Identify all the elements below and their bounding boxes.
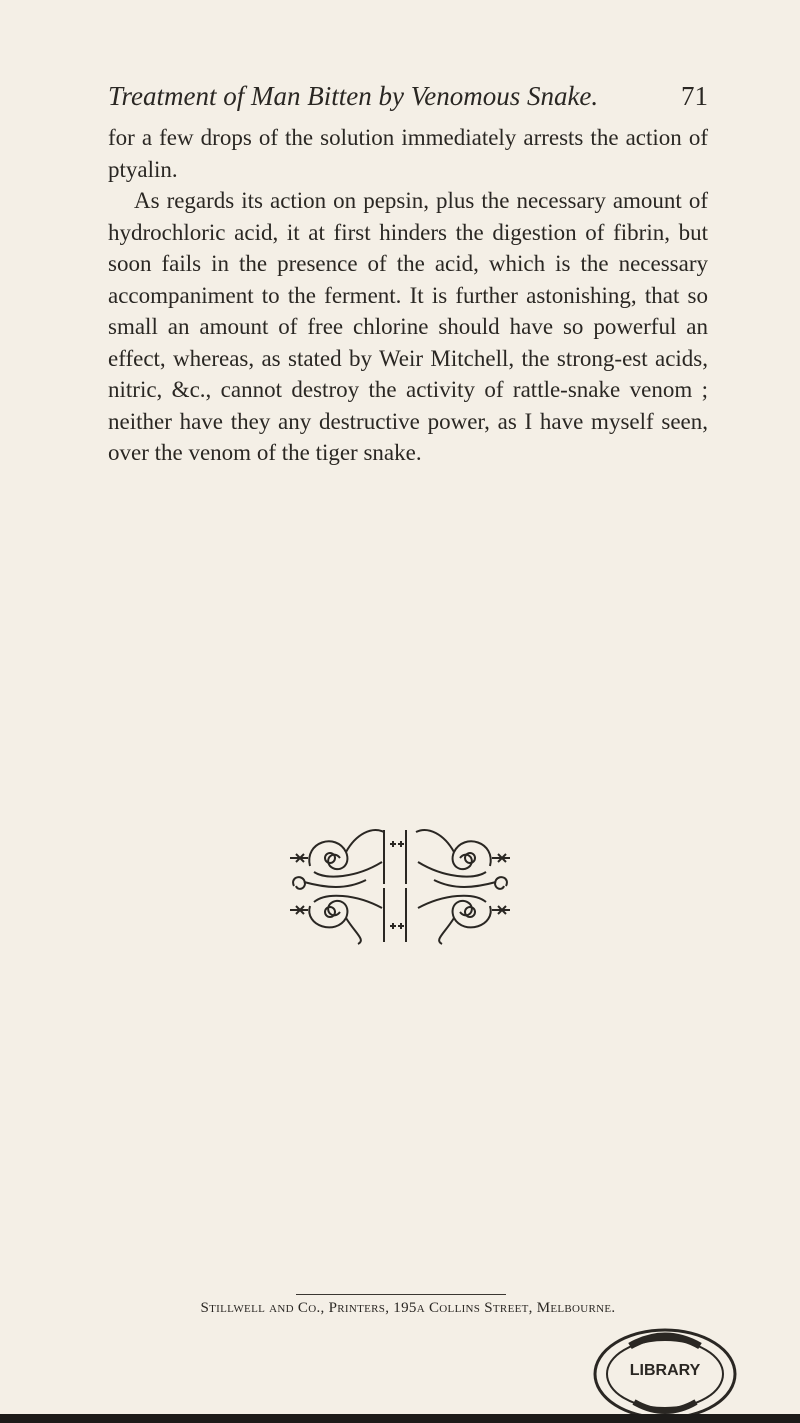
page-bottom-edge — [0, 1414, 800, 1423]
paragraph-1: for a few drops of the solution immediately arrests the action of ptyalin. — [108, 125, 708, 182]
library-stamp — [590, 1322, 740, 1418]
running-title: Treatment of Man Bitten by Venomous Snake. — [108, 81, 599, 111]
running-header — [108, 80, 708, 112]
printers-ornament-icon — [286, 822, 514, 946]
page-number: 71 — [681, 81, 708, 111]
printer-imprint: Stillwell and Co., Printers, 195a Collins Street, Melbourne. — [200, 1300, 616, 1316]
imprint-rule — [296, 1294, 506, 1295]
stamp-text: LIBRARY — [629, 1362, 701, 1379]
paragraph-2: As regards its action on pepsin, plus the necessary amount of hydrochloric acid, it at first hinders the digestion of fibrin, but soon fails in the presence of the acid, which is the necessary accompaniment to the ferment. It is further astonishing, that so small an amount of free chlorine should have so powerful an effect, whereas, as stated by Weir Mitchell, the strong-est acids, nitric, &c., cannot destroy the activity of rattle-snake venom ; neither have they any destructive power, as I have myself seen, over the venom of the tiger snake. — [108, 188, 708, 465]
body-text — [108, 122, 708, 469]
